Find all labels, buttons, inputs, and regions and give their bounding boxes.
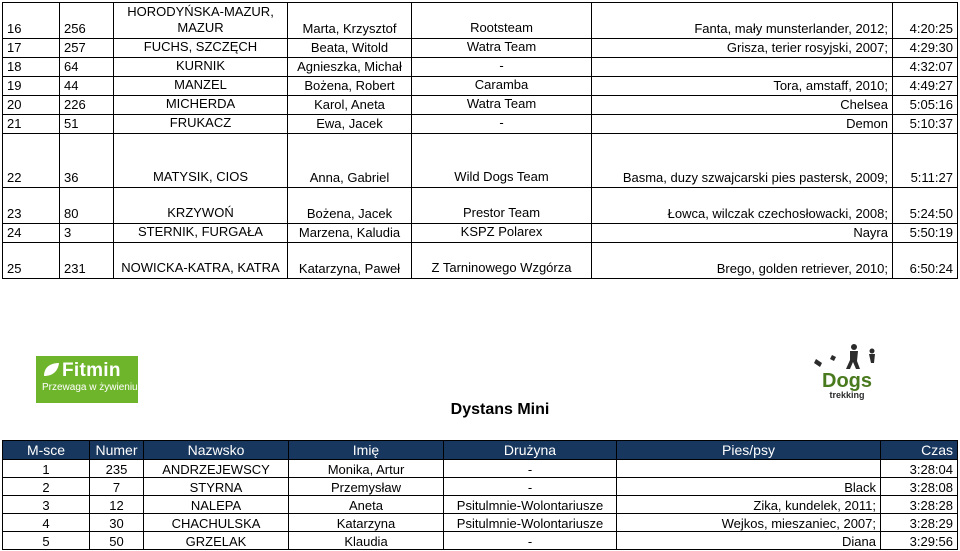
cell-surname: ANDRZEJEWSCY <box>144 460 289 478</box>
cell-dog: Łowca, wilczak czechosłowacki, 2008; <box>592 188 893 224</box>
cell-dog: Tora, amstaff, 2010; <box>592 77 893 96</box>
cell-dog: Wejkos, mieszaniec, 2007; <box>617 514 881 532</box>
cell-name: Bożena, Jacek <box>288 188 412 224</box>
cell-team: - <box>444 532 617 550</box>
cell-team: Watra Team <box>412 96 592 115</box>
fitmin-logo-word: Fitmin <box>62 360 121 381</box>
dogs-logo-sub: trekking <box>829 390 865 400</box>
cell-place: 18 <box>3 58 60 77</box>
cell-number: 50 <box>90 532 144 550</box>
cell-team: - <box>412 115 592 134</box>
cell-team: Psitulmnie-Wolontariusze <box>444 496 617 514</box>
cell-surname: CHACHULSKA <box>144 514 289 532</box>
table-row <box>3 58 958 77</box>
cell-number: 226 <box>60 96 114 115</box>
dogs-logo-word: Dogs <box>822 370 872 392</box>
table-row <box>3 39 958 58</box>
cell-number: 36 <box>60 134 114 188</box>
cell-surname: GRZELAK <box>144 532 289 550</box>
cell-place: 2 <box>3 478 90 496</box>
cell-surname: MANZEL <box>114 77 288 96</box>
cell-place: 4 <box>3 514 90 532</box>
cell-place: 23 <box>3 188 60 224</box>
cell-number: 64 <box>60 58 114 77</box>
cell-place: 17 <box>3 39 60 58</box>
cell-place: 20 <box>3 96 60 115</box>
cell-time: 4:49:27 <box>893 77 958 96</box>
cell-number: 30 <box>90 514 144 532</box>
cell-number: 7 <box>90 478 144 496</box>
cell-number: 12 <box>90 496 144 514</box>
cell-surname: MICHERDA <box>114 96 288 115</box>
table-row <box>3 188 958 224</box>
cell-dog <box>617 460 881 478</box>
cell-dog: Nayra <box>592 224 893 243</box>
cell-time: 5:05:16 <box>893 96 958 115</box>
cell-place: 24 <box>3 224 60 243</box>
cell-name: Ewa, Jacek <box>288 115 412 134</box>
cell-time: 3:29:56 <box>881 532 958 550</box>
cell-dog: Chelsea <box>592 96 893 115</box>
cell-time: 4:20:25 <box>893 3 958 39</box>
table-row <box>3 532 958 550</box>
table-row <box>3 496 958 514</box>
leaf-icon <box>42 362 60 378</box>
cell-time: 3:28:08 <box>881 478 958 496</box>
cell-surname: MATYSIK, CIOS <box>114 134 288 188</box>
cell-dog: Brego, golden retriever, 2010; <box>592 243 893 279</box>
cell-place: 16 <box>3 3 60 39</box>
header-time: Czas <box>881 441 958 460</box>
cell-name: Karol, Aneta <box>288 96 412 115</box>
cell-surname: KRZYWOŃ <box>114 188 288 224</box>
cell-time: 3:28:28 <box>881 496 958 514</box>
cell-surname: HORODYŃSKA-MAZUR, MAZUR <box>114 3 288 39</box>
cell-place: 5 <box>3 532 90 550</box>
cell-surname: STERNIK, FURGAŁA <box>114 224 288 243</box>
cell-surname: KURNIK <box>114 58 288 77</box>
table-row <box>3 115 958 134</box>
cell-place: 21 <box>3 115 60 134</box>
cell-number: 80 <box>60 188 114 224</box>
cell-place: 22 <box>3 134 60 188</box>
cell-number: 44 <box>60 77 114 96</box>
cell-surname: STYRNA <box>144 478 289 496</box>
dogs-trekking-logo <box>810 341 885 406</box>
cell-name: Klaudia <box>289 532 444 550</box>
cell-surname: FRUKACZ <box>114 115 288 134</box>
results-table-top <box>2 2 958 279</box>
cell-team: Prestor Team <box>412 188 592 224</box>
table-row <box>3 243 958 279</box>
mini-header-row <box>3 441 958 460</box>
cell-number: 3 <box>60 224 114 243</box>
cell-time: 5:50:19 <box>893 224 958 243</box>
cell-place: 1 <box>3 460 90 478</box>
table-row <box>3 478 958 496</box>
cell-place: 3 <box>3 496 90 514</box>
cell-name: Monika, Artur <box>289 460 444 478</box>
cell-place: 25 <box>3 243 60 279</box>
table-row <box>3 3 958 39</box>
header-dog: Pies/psy <box>617 441 881 460</box>
cell-time: 4:32:07 <box>893 58 958 77</box>
cell-name: Agnieszka, Michał <box>288 58 412 77</box>
cell-name: Przemysław <box>289 478 444 496</box>
cell-time: 5:11:27 <box>893 134 958 188</box>
cell-time: 5:10:37 <box>893 115 958 134</box>
cell-name: Bożena, Robert <box>288 77 412 96</box>
cell-team: Caramba <box>412 77 592 96</box>
cell-team: - <box>444 478 617 496</box>
cell-name: Aneta <box>289 496 444 514</box>
table-row <box>3 224 958 243</box>
cell-number: 51 <box>60 115 114 134</box>
cell-dog: Black <box>617 478 881 496</box>
cell-name: Katarzyna, Paweł <box>288 243 412 279</box>
cell-team: Wild Dogs Team <box>412 134 592 188</box>
cell-time: 5:24:50 <box>893 188 958 224</box>
cell-time: 6:50:24 <box>893 243 958 279</box>
cell-name: Marzena, Kaludia <box>288 224 412 243</box>
section-title: Dystans Mini <box>450 401 550 418</box>
cell-dog: Diana <box>617 532 881 550</box>
cell-surname: NOWICKA-KATRA, KATRA <box>114 243 288 279</box>
table-row <box>3 134 958 188</box>
header-place: M-sce <box>3 441 90 460</box>
cell-team: Watra Team <box>412 39 592 58</box>
cell-time: 4:29:30 <box>893 39 958 58</box>
cell-dog: Demon <box>592 115 893 134</box>
header-name: Imię <box>289 441 444 460</box>
cell-dog: Basma, duzy szwajcarski pies pastersk, 2009; <box>592 134 893 188</box>
cell-dog: Grisza, terier rosyjski, 2007; <box>592 39 893 58</box>
cell-number: 256 <box>60 3 114 39</box>
cell-name: Anna, Gabriel <box>288 134 412 188</box>
cell-time: 3:28:29 <box>881 514 958 532</box>
cell-surname: NALEPA <box>144 496 289 514</box>
cell-name: Beata, Witold <box>288 39 412 58</box>
cell-team: - <box>412 58 592 77</box>
cell-name: Katarzyna <box>289 514 444 532</box>
cell-dog <box>592 58 893 77</box>
table-row <box>3 96 958 115</box>
results-table-mini <box>2 440 958 550</box>
header-team: Drużyna <box>444 441 617 460</box>
cell-dog: Fanta, mały munsterlander, 2012; <box>592 3 893 39</box>
cell-place: 19 <box>3 77 60 96</box>
cell-team: - <box>444 460 617 478</box>
table-row <box>3 460 958 478</box>
cell-dog: Zika, kundelek, 2011; <box>617 496 881 514</box>
header-surname: Nazwsko <box>144 441 289 460</box>
cell-team: KSPZ Polarex <box>412 224 592 243</box>
cell-surname: FUCHS, SZCZĘCH <box>114 39 288 58</box>
cell-team: Psitulmnie-Wolontariusze <box>444 514 617 532</box>
cell-team: Rootsteam <box>412 3 592 39</box>
fitmin-logo <box>36 356 138 403</box>
cell-time: 3:28:04 <box>881 460 958 478</box>
cell-team: Z Tarninowego Wzgórza <box>412 243 592 279</box>
table-row <box>3 514 958 532</box>
fitmin-logo-tagline: Przewaga w żywieniu <box>42 382 138 393</box>
table-row <box>3 77 958 96</box>
cell-name: Marta, Krzysztof <box>288 3 412 39</box>
cell-number: 257 <box>60 39 114 58</box>
cell-number: 235 <box>90 460 144 478</box>
header-number: Numer <box>90 441 144 460</box>
cell-number: 231 <box>60 243 114 279</box>
